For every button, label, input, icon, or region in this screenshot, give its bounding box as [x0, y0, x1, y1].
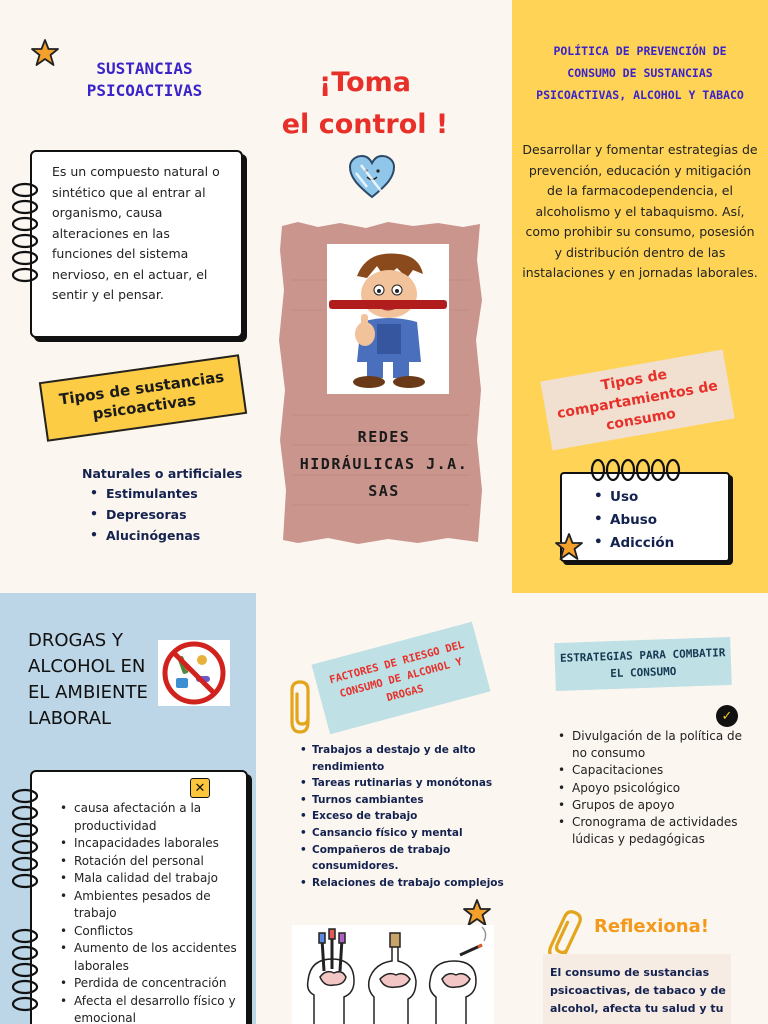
star-icon [30, 38, 60, 68]
estrategias-list [556, 728, 756, 848]
list-item: • Estimulantes [88, 486, 200, 507]
list-item: • Cansancio físico y mental [300, 825, 522, 842]
list-item: • Conflictos [58, 923, 244, 941]
behaviors-heading: Tipos de compartamientos de consumo [555, 366, 720, 434]
list-item: • Abuso [594, 512, 674, 535]
toma-el-control-title [265, 62, 465, 146]
paperclip-icon [288, 680, 318, 736]
factores-list [300, 742, 522, 891]
mascot-thumbs-up [327, 244, 449, 394]
spiral-binding-icon [8, 786, 42, 1024]
brain-heads-illustration-frame [292, 925, 494, 1024]
politica-text: Desarrollar y fomentar estrategias de prevención, educación y mitigación de la farmacodependencia, el alcoholismo y el tabaquismo. Así, como prohibir su consumo, posesión y distribución dentro de las instalaciones y en jornadas laborales. [522, 142, 758, 280]
list-item: • Trabajos a destajo y de alto rendimiento [300, 742, 522, 775]
company-line-3: SAS [368, 482, 400, 500]
estrategias-heading: ESTRATEGIAS PARA COMBATIR EL CONSUMO [559, 646, 726, 681]
list-item: • Aumento de los accidentes laborales [58, 940, 244, 975]
title-line-2: el control ! [281, 109, 449, 140]
star-icon [554, 532, 584, 562]
list-item: • Compañeros de trabajo consumidores. [300, 842, 522, 875]
list-item: • Alucinógenas [88, 528, 200, 549]
heart-icon [347, 153, 397, 201]
definition-card [30, 150, 243, 338]
types-heading-label [39, 354, 247, 442]
politica-title: POLÍTICA DE PREVENCIÓN DE CONSUMO DE SUSTANCIAS PSICOACTIVAS, ALCOHOL Y TABACO [536, 44, 744, 102]
drogas-title: DROGAS Y ALCOHOL EN EL AMBIENTE LABORAL [28, 630, 148, 729]
list-item: • Capacitaciones [556, 762, 756, 779]
mascot-illustration-frame [327, 244, 449, 394]
title-line-1: ¡Toma [318, 67, 412, 98]
types-heading: Tipos de sustancias psicoactivas [58, 367, 226, 424]
list-item: • Adicción [594, 535, 674, 558]
list-item: • Relaciones de trabajo complejos [300, 875, 522, 892]
effects-list [58, 800, 244, 1024]
estrategias-heading-label [554, 637, 732, 691]
list-item: • Depresoras [88, 507, 200, 528]
list-item: • Incapacidades laborales [58, 835, 244, 853]
sustancias-title: SUSTANCIAS PSICOACTIVAS [86, 59, 203, 100]
types-intro: Naturales o artificiales [82, 466, 243, 481]
reflexiona-title: Reflexiona! [594, 916, 709, 937]
no-drugs-icon-frame [158, 640, 230, 706]
check-icon: ✓ [716, 705, 738, 727]
list-item: • Mala calidad del trabajo [58, 870, 244, 888]
reflexiona-text: El consumo de sustancias psicoactivas, de tabaco y de alcohol, afecta tu salud y tu [550, 966, 726, 1015]
factores-heading-label [312, 622, 491, 735]
list-item: • Perdida de concentración [58, 975, 244, 993]
list-item: • Tareas rutinarias y monótonas [300, 775, 522, 792]
spiral-binding-icon [8, 180, 42, 300]
list-item: • Afecta el desarrollo físico y emocional [58, 993, 244, 1024]
company-name [296, 424, 472, 505]
list-item: • Exceso de trabajo [300, 808, 522, 825]
spiral-binding-icon [590, 458, 682, 482]
types-list [88, 486, 200, 549]
list-item: • Apoyo psicológico [556, 780, 756, 797]
list-item: • causa afectación a la productividad [58, 800, 244, 835]
definition-text: Es un compuesto natural o sintético que al entrar al organismo, causa alteraciones en las funciones del sistema nervioso, en el actuar, el sentir y el pensar. [52, 164, 220, 302]
behaviors-list [594, 489, 674, 558]
no-drugs-icon [158, 640, 230, 706]
list-item: • Divulgación de la política de no consumo [556, 728, 756, 762]
list-item: • Turnos cambiantes [300, 792, 522, 809]
list-item: • Ambientes pesados de trabajo [58, 888, 244, 923]
list-item: • Rotación del personal [58, 853, 244, 871]
company-line-1: REDES [357, 428, 411, 446]
factores-heading: FACTORES DE RIESGO DEL CONSUMO DE ALCOHOL Y DROGAS [328, 638, 466, 705]
star-icon [462, 898, 492, 928]
brain-heads-illustration [292, 925, 494, 1024]
company-line-2: HIDRÁULICAS J.A. [299, 455, 469, 473]
list-item: • Uso [594, 489, 674, 512]
list-item: • Cronograma de actividades lúdicas y pedagógicas [556, 814, 756, 848]
list-item: • Grupos de apoyo [556, 797, 756, 814]
close-icon: ✕ [190, 778, 210, 798]
